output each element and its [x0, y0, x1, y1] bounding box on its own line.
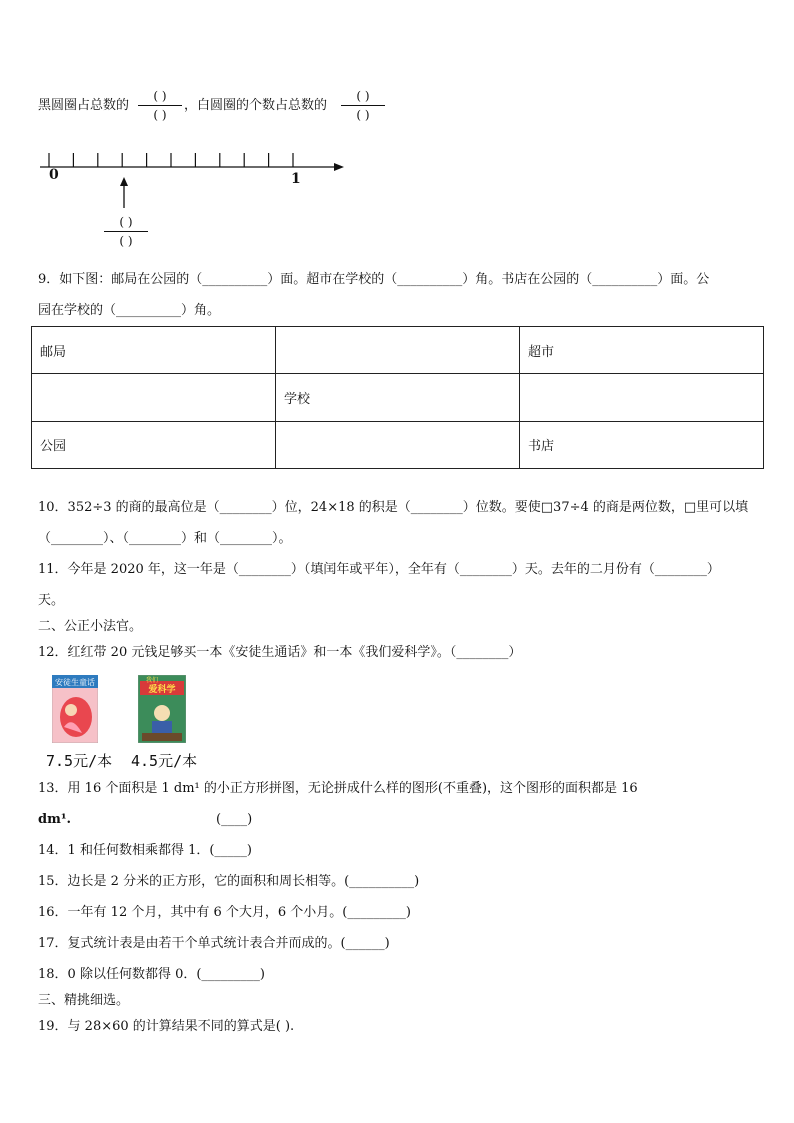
q16-line: 16．一年有 12 个月，其中有 6 个大月，6 个小月。(_________) — [38, 905, 411, 920]
number-line-start-label: 0 — [49, 167, 59, 183]
q18-line: 18．0 除以任何数都得 0．(_________) — [38, 967, 265, 982]
q11-line-2: 天。 — [38, 593, 65, 608]
book-2-price: 4.5元/本 — [131, 752, 198, 770]
number-line — [36, 145, 356, 215]
q11-line-1: 11．今年是 2020 年，这一年是（________）（填闰年或平年），全年有（________）天。去年的二月份有（________） — [38, 562, 720, 577]
q17-line: 17．复式统计表是由若干个单式统计表合并而成的。(______) — [38, 936, 390, 951]
fraction-bar — [341, 105, 385, 106]
fraction-denominator: ( ) — [119, 234, 133, 248]
book-cover-science — [138, 675, 186, 743]
q15-line: 15．边长是 2 分米的正方形，它的面积和周长相等。(__________) — [38, 874, 420, 889]
q8-fraction-black — [138, 88, 182, 123]
q8-text-2: ，白圆圈的个数占总数的 — [184, 98, 328, 113]
grid-cell — [276, 327, 520, 374]
book-1-price: 7.5元/本 — [46, 752, 113, 770]
grid-row — [32, 374, 764, 421]
grid-cell-post-office: 邮局 — [32, 327, 276, 374]
q8-text — [38, 97, 129, 115]
location-grid — [31, 326, 764, 469]
book-cover-andersen — [52, 675, 98, 743]
grid-cell-bookstore: 书店 — [520, 421, 764, 468]
grid-cell — [276, 421, 520, 468]
q19-line: 19．与 28×60 的计算结果不同的算式是( ). — [38, 1019, 295, 1034]
grid-row — [32, 421, 764, 468]
number-line-ticks — [49, 153, 293, 167]
q13-line-1: 13．用 16 个面积是 1 dm¹ 的小正方形拼图，无论拼成什么样的图形(不重叠)，这个图形的面积都是 16 — [38, 781, 638, 796]
fraction-denominator: ( ) — [356, 108, 370, 122]
book-cover-subtitle-2: 我们 — [146, 677, 159, 684]
pointer-arrow-icon — [120, 177, 128, 186]
q13-line-2-unit: dm¹. — [38, 812, 72, 827]
q10-line-2: （________）、（________）和（________）。 — [38, 531, 292, 546]
grid-row — [32, 327, 764, 374]
q13-line-2-blank: (____) — [216, 812, 253, 827]
grid-cell-park: 公园 — [32, 421, 276, 468]
section-3-heading: 三、精挑细选。 — [38, 993, 130, 1008]
grid-cell — [520, 374, 764, 421]
q9-line-2: 园在学校的（__________）角。 — [38, 303, 221, 318]
fraction-denominator: ( ) — [153, 108, 167, 122]
fraction-bar — [104, 231, 148, 232]
q8-text-2-wrap — [184, 97, 327, 115]
arrow-head-icon — [334, 163, 344, 171]
q8-text-1: 黑圆圈占总数的 — [38, 98, 130, 113]
q9-line-1: 9．如下图：邮局在公园的（__________）面。超市在学校的（__________）角。书店在公园的（__________）面。公 — [38, 272, 710, 287]
book-cover-title-2: 爱科学 — [148, 685, 176, 695]
fraction-numerator: ( ) — [153, 89, 167, 103]
section-2-heading: 二、公正小法官。 — [38, 619, 143, 634]
q8-arrow-fraction — [104, 214, 148, 249]
grid-cell-school: 学校 — [276, 374, 520, 421]
q14-line: 14．1 和任何数相乘都得 1．(_____) — [38, 843, 252, 858]
number-line-end-label: 1 — [291, 171, 301, 187]
grid-cell — [32, 374, 276, 421]
fraction-numerator: ( ) — [356, 89, 370, 103]
q8-fraction-white — [341, 88, 385, 123]
book-cover-title-1: 安徒生童话 — [55, 678, 95, 687]
grid-cell-supermarket: 超市 — [520, 327, 764, 374]
fraction-numerator: ( ) — [119, 215, 133, 229]
fraction-bar — [138, 105, 182, 106]
q12-line: 12．红红带 20 元钱足够买一本《安徒生通话》和一本《我们爱科学》。（________） — [38, 645, 522, 660]
q10-line-1: 10．352÷3 的商的最高位是（________）位，24×18 的积是（________）位数。要使□37÷4 的商是两位数，□里可以填 — [38, 500, 749, 515]
